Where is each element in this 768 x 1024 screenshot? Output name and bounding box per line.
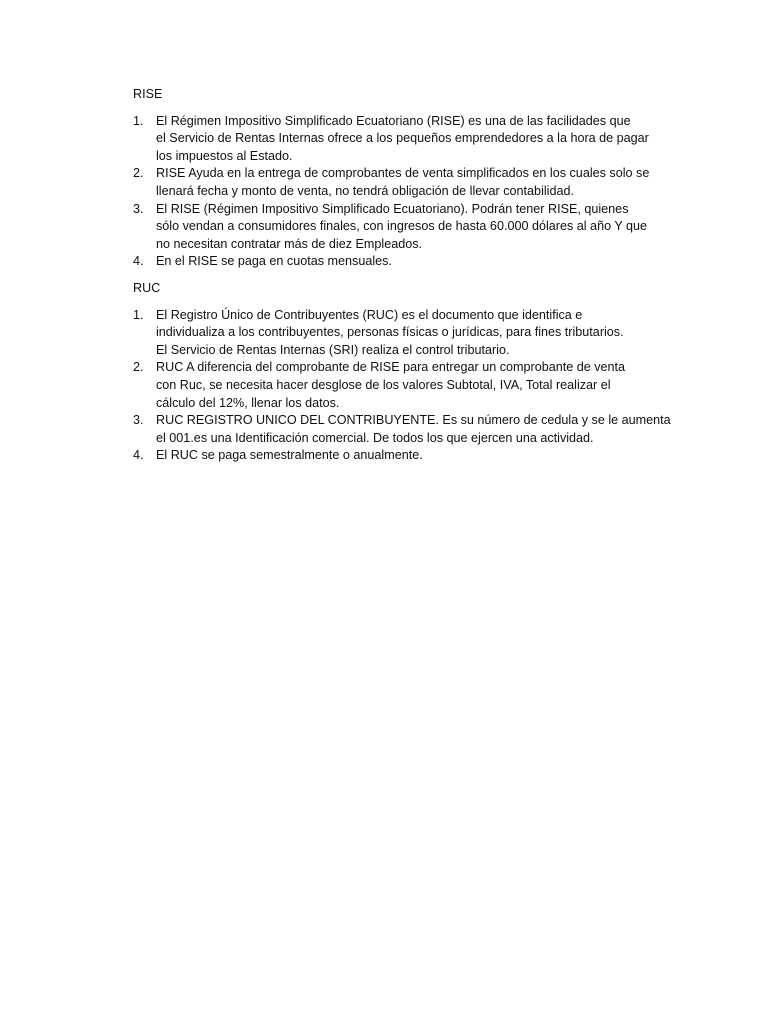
list-number: 4.: [133, 254, 144, 269]
list-item: [133, 359, 673, 412]
text-line: el Servicio de Rentas Internas ofrece a los pequeños emprendedores a la hora de pagar: [156, 131, 649, 146]
list-item: [133, 253, 673, 271]
list-number: 2.: [133, 166, 144, 181]
list-number: 2.: [133, 360, 144, 375]
list-item: [133, 307, 673, 360]
list-number: 1.: [133, 307, 144, 322]
list-number: 3.: [133, 413, 144, 428]
text-line: RISE Ayuda en la entrega de comprobantes de venta simplificados en los cuales solo se: [156, 166, 650, 181]
list-item: [133, 113, 673, 166]
list-item: [133, 201, 673, 254]
text-line: El Régimen Impositivo Simplificado Ecuatoriano (RISE) es una de las facilidades que: [156, 113, 631, 128]
text-line: cálculo del 12%, llenar los datos.: [156, 395, 340, 410]
list-number: 3.: [133, 201, 144, 216]
list-item: [133, 447, 673, 465]
list-number: 4.: [133, 448, 144, 463]
text-line: RUC A diferencia del comprobante de RISE para entregar un comprobante de venta: [156, 360, 626, 375]
text-line: En el RISE se paga en cuotas mensuales.: [156, 254, 392, 269]
text-line: El RUC se paga semestralmente o anualmente.: [156, 448, 423, 463]
text-line: El Registro Único de Contribuyentes (RUC) es el documento que identifica e: [156, 307, 583, 322]
list-item: [133, 165, 673, 200]
text-line: El Servicio de Rentas Internas (SRI) realiza el control tributario.: [156, 342, 510, 357]
document-body: [133, 86, 673, 465]
rise-heading: RISE: [133, 87, 163, 101]
text-line: los impuestos al Estado.: [156, 148, 293, 163]
rise-list: [133, 113, 673, 271]
text-line: no necesitan contratar más de diez Empleados.: [156, 236, 423, 251]
text-line: con Ruc, se necesita hacer desglose de los valores Subtotal, IVA, Total realizar el: [156, 377, 611, 392]
text-line: el 001.es una Identificación comercial. De todos los que ejercen una actividad.: [156, 430, 594, 445]
list-item: [133, 412, 673, 447]
text-line: individualiza a los contribuyentes, personas físicas o jurídicas, para fines tributarios.: [156, 325, 624, 340]
list-number: 1.: [133, 113, 144, 128]
text-line: sólo vendan a consumidores finales, con ingresos de hasta 60.000 dólares al año Y que: [156, 219, 648, 234]
text-line: El RISE (Régimen Impositivo Simplificado Ecuatoriano). Podrán tener RISE, quienes: [156, 201, 629, 216]
ruc-list: [133, 307, 673, 465]
text-line: llenará fecha y monto de venta, no tendrá obligación de llevar contabilidad.: [156, 183, 574, 198]
ruc-heading: RUC: [133, 280, 161, 295]
text-line: RUC REGISTRO UNICO DEL CONTRIBUYENTE. Es su número de cedula y se le aumenta: [156, 413, 671, 428]
